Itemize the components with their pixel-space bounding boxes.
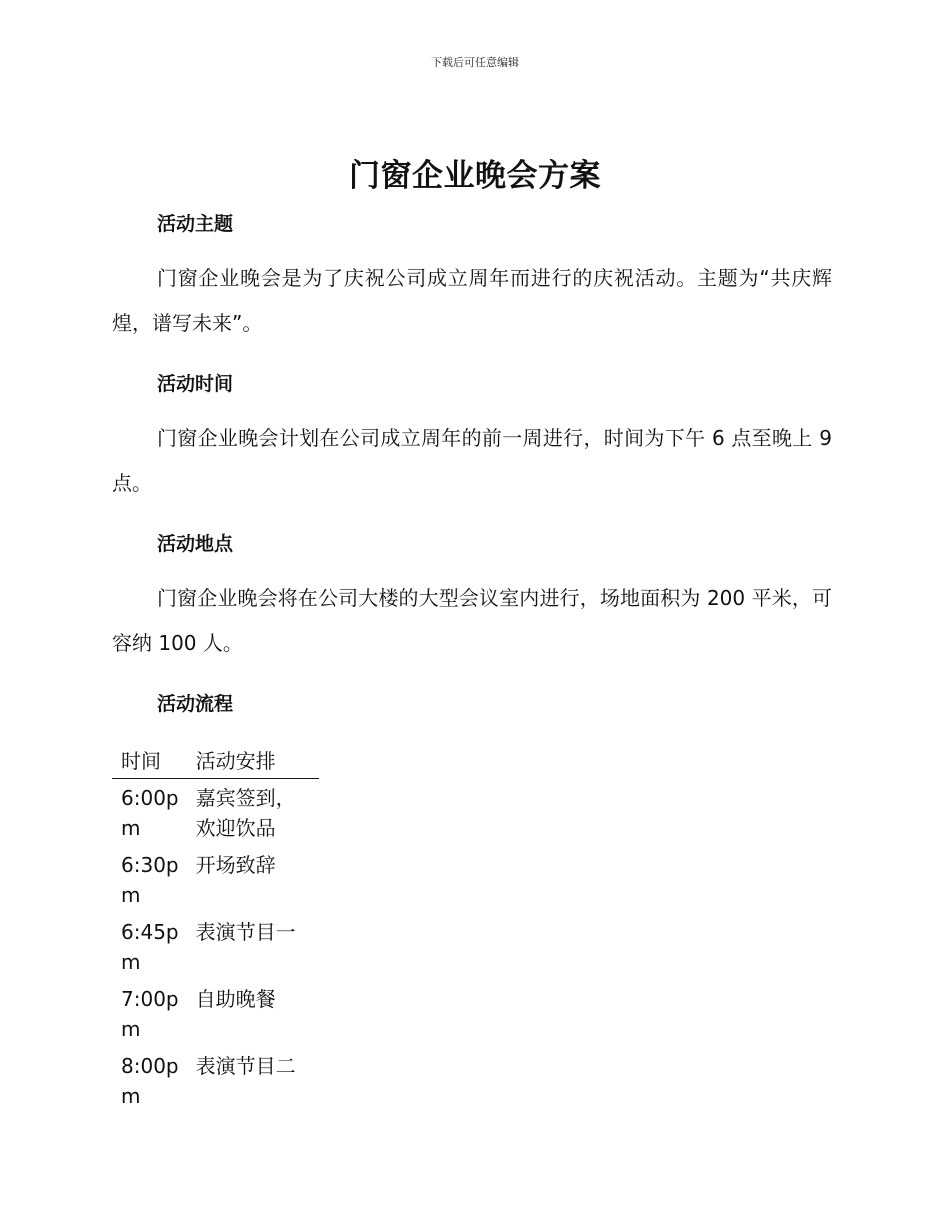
section-body-location: 门窗企业晚会将在公司大楼的大型会议室内进行，场地面积为 200 平米，可容纳 100 人。 [112,586,832,655]
table-row [112,1047,319,1114]
section-heading-theme: 活动主题 [157,213,234,235]
table-row [112,913,319,980]
schedule-activity-cell: 表演节目一 [195,920,296,944]
schedule-time-cell: 8:00pm [121,1054,179,1108]
schedule-time-cell: 6:30pm [121,853,179,907]
schedule-header-row [112,742,319,779]
section-body-theme: 门窗企业晚会是为了庆祝公司成立周年而进行的庆祝活动。主题为“共庆辉煌，谱写未来”。 [112,266,832,335]
document-title: 门窗企业晚会方案 [349,158,601,194]
schedule-time-cell: 6:45pm [121,920,179,974]
table-row [112,779,319,847]
schedule-time-cell: 7:00pm [121,987,179,1041]
page-header-note: 下载后可任意编辑 [431,56,519,69]
schedule-table [112,742,319,1114]
schedule-activity-cell: 自助晚餐 [195,987,276,1011]
schedule-time-cell: 6:00pm [121,786,179,840]
table-row [112,980,319,1047]
schedule-activity-cell: 表演节目二 [195,1054,296,1078]
section-heading-process: 活动流程 [157,693,234,715]
schedule-header-activity: 活动安排 [187,742,319,779]
section-heading-time: 活动时间 [157,373,234,395]
section-heading-location: 活动地点 [157,533,234,555]
schedule-activity-cell: 开场致辞 [195,853,276,877]
section-body-time: 门窗企业晚会计划在公司成立周年的前一周进行，时间为下午 6 点至晚上 9 点。 [112,426,832,495]
schedule-header-time: 时间 [112,742,187,779]
schedule-activity-cell: 嘉宾签到，欢迎饮品 [195,786,296,840]
table-row [112,846,319,913]
